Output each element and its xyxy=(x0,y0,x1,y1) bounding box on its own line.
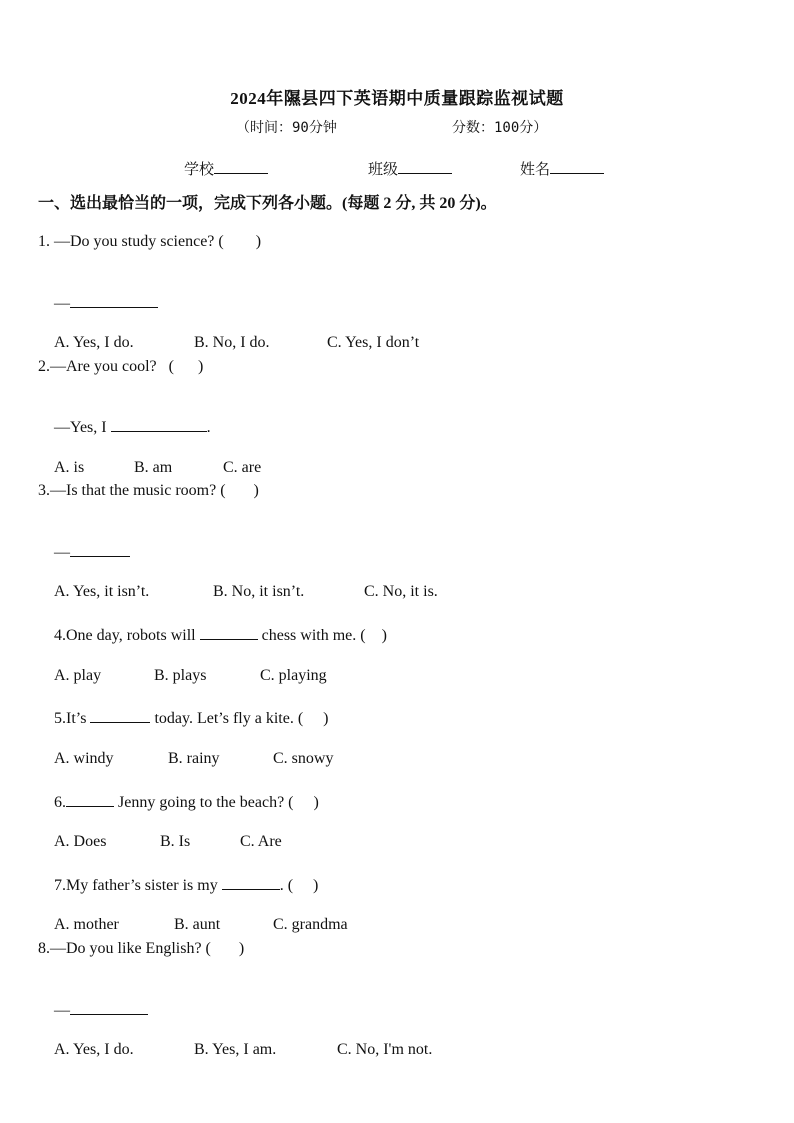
school-blank[interactable] xyxy=(214,159,268,174)
option-c[interactable]: C. No, I'm not. xyxy=(337,1041,433,1058)
answer-suffix: . xyxy=(206,419,211,436)
exam-score: 分数：100分） xyxy=(452,120,548,136)
name-blank[interactable] xyxy=(550,159,604,174)
option-a[interactable]: A. play xyxy=(54,667,102,684)
school-field xyxy=(184,158,268,179)
stem-blank[interactable] xyxy=(66,792,114,807)
option-a[interactable]: A. Does xyxy=(54,833,107,850)
stem-blank[interactable] xyxy=(90,708,150,723)
option-b[interactable]: B. Yes, I am. xyxy=(194,1041,277,1058)
option-c[interactable]: C. Yes, I don’t xyxy=(327,334,420,351)
option-c[interactable]: C. are xyxy=(223,459,262,476)
option-c[interactable]: C. snowy xyxy=(273,750,334,767)
option-b[interactable]: B. No, I do. xyxy=(194,334,270,351)
answer-prefix: —Yes, I xyxy=(54,419,107,436)
stem-end: chess with me. ( ) xyxy=(257,627,387,644)
exam-time: （时间：90分钟 xyxy=(236,120,337,136)
option-a[interactable]: A. Yes, I do. xyxy=(54,334,134,351)
option-a[interactable]: A. is xyxy=(54,459,85,476)
question-2-stem: 2.—Are you cool? ( ) xyxy=(38,358,204,375)
answer-prefix: — xyxy=(54,1002,70,1019)
option-c[interactable]: C. Are xyxy=(240,833,282,850)
stem-end: today. Let’s fly a kite. ( ) xyxy=(150,710,329,727)
question-8-stem: 8.—Do you like English? ( ) xyxy=(38,940,245,957)
option-a[interactable]: A. windy xyxy=(54,750,114,767)
option-b[interactable]: B. aunt xyxy=(174,916,221,933)
stem-start: 5.It’s xyxy=(54,710,91,727)
option-c[interactable]: C. grandma xyxy=(273,916,348,933)
stem-blank[interactable] xyxy=(222,875,280,890)
option-b[interactable]: B. plays xyxy=(154,667,207,684)
stem-start: 6. xyxy=(54,794,66,811)
question-8-options xyxy=(38,1023,432,1077)
class-label: 班级 xyxy=(368,162,399,178)
name-field xyxy=(520,158,604,179)
option-a[interactable]: A. Yes, I do. xyxy=(54,1041,134,1058)
stem-start: 4.One day, robots will xyxy=(54,627,200,644)
stem-blank[interactable] xyxy=(200,625,258,640)
stem-start: 7.My father’s sister is my xyxy=(54,877,222,894)
class-blank[interactable] xyxy=(398,159,452,174)
question-1-stem: 1. —Do you study science? ( ) xyxy=(38,233,262,250)
option-b[interactable]: B. rainy xyxy=(168,750,220,767)
school-label: 学校 xyxy=(184,162,215,178)
option-a[interactable]: A. Yes, it isn’t. xyxy=(54,583,150,600)
option-c[interactable]: C. No, it is. xyxy=(364,583,438,600)
option-a[interactable]: A. mother xyxy=(54,916,119,933)
answer-blank[interactable] xyxy=(111,417,207,432)
answer-blank[interactable] xyxy=(70,1000,148,1015)
answer-prefix: — xyxy=(54,295,70,312)
page-title: 2024年隰县四下英语期中质量跟踪监视试题 xyxy=(230,89,564,108)
option-b[interactable]: B. am xyxy=(134,459,173,476)
option-c[interactable]: C. playing xyxy=(260,667,327,684)
name-label: 姓名 xyxy=(520,162,551,178)
option-b[interactable]: B. No, it isn’t. xyxy=(213,583,305,600)
option-b[interactable]: B. Is xyxy=(160,833,191,850)
class-field xyxy=(368,158,452,179)
stem-end: . ( ) xyxy=(279,877,319,894)
stem-end: Jenny going to the beach? ( ) xyxy=(114,794,319,811)
question-3-stem: 3.—Is that the music room? ( ) xyxy=(38,482,259,499)
answer-blank[interactable] xyxy=(70,542,130,557)
section-title: 一、选出最恰当的一项，完成下列各小题。(每题 2 分, 共 20 分)。 xyxy=(38,195,497,212)
answer-prefix: — xyxy=(54,544,70,561)
answer-blank[interactable] xyxy=(70,293,158,308)
